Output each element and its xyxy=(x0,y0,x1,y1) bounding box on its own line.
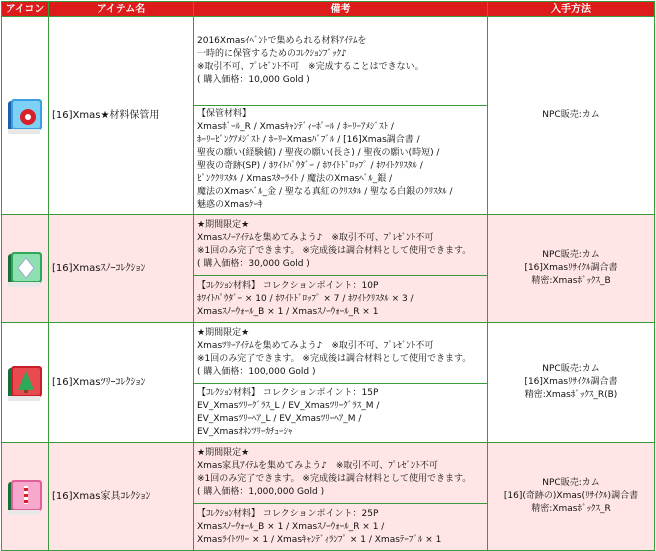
note-line: 聖夜の奇跡(SP) / ﾎﾜｲﾄﾊﾟｳﾀﾞｰ / ﾎﾜｲﾄﾄﾞﾛｯﾌﾟ / ﾎﾜｲﾄｸﾘｽﾀﾙ / xyxy=(197,161,423,171)
icon-cell xyxy=(2,215,49,323)
method-line: NPC販売:カム xyxy=(542,250,600,260)
note-line: 【ｺﾚｸｼｮﾝ材料】 コレクションポイント：10P xyxy=(197,280,379,291)
method-line: 精密:Xmasﾎﾞｯｸｽ_R(B) xyxy=(524,390,618,400)
note-line: ※1回のみ完了できます。 ※完成後は調合材料として使用できます。 xyxy=(197,354,472,364)
note-line: EV_Xmasｵﾈﾝﾂﾘｰｶﾁｭｰｼｬ xyxy=(197,427,293,437)
note-line: Xmasｽﾉｰｳｫｰﾙ_B × 1 / Xmasｽﾉｰｳｫｰﾙ_R × 1 xyxy=(197,306,379,317)
note-materials xyxy=(194,504,488,551)
note-line: Xmasﾎﾞｰﾙ_R / Xmasｷｬﾝﾃﾞｨｰﾎﾟｰﾙ / ﾎｰﾘｰｱﾒｼﾞｽﾄ / xyxy=(197,122,394,132)
acquisition-method xyxy=(488,323,655,443)
note-line: 【ｺﾚｸｼｮﾝ材料】 コレクションポイント：15P xyxy=(197,388,379,398)
note-line: ※取引不可、ﾌﾟﾚｾﾞﾝﾄ不可 ※完成することはできない。 xyxy=(197,62,424,72)
red-book-ornament-icon xyxy=(4,95,46,137)
green-book-crystal-icon xyxy=(4,248,46,290)
method-line: NPC販売:カム xyxy=(542,110,600,120)
note-line: ( 購入価格：100,000 Gold ) xyxy=(197,367,316,377)
note-line: 聖夜の願い(経験値) / 聖夜の願い(長さ) / 聖夜の願い(時短) / xyxy=(197,148,440,158)
icon-cell xyxy=(2,443,49,551)
item-table xyxy=(1,1,655,551)
note-line: ★期間限定★ xyxy=(197,220,250,230)
pink-book-candy-icon xyxy=(4,476,46,518)
note-line: ( 購入価格：10,000 Gold ) xyxy=(197,75,310,85)
red-book-tree-icon xyxy=(4,362,46,404)
note-line: 一時的に保管するためのｺﾚｸｼｮﾝﾌﾞｯｸ♪ xyxy=(197,49,347,59)
note-materials xyxy=(194,384,488,443)
header-acquisition: 入手方法 xyxy=(488,2,655,17)
note-line: ﾎｰﾘｰﾋﾟﾝｸｱﾒｼﾞｽﾄ / ﾎｰﾘｰXmasﾊﾞﾌﾞﾙ / [16]Xmas調合書 / xyxy=(197,135,420,145)
header-icon: アイコン xyxy=(2,2,49,17)
method-line: [16]Xmasﾘｻｲｸﾙ調合書 xyxy=(524,377,618,387)
header-notes: 備考 xyxy=(194,2,488,17)
note-description xyxy=(194,17,488,106)
note-description xyxy=(194,323,488,384)
table-row xyxy=(2,443,655,504)
method-line: NPC販売:カム xyxy=(542,364,600,374)
note-line: ( 購入価格：1,000,000 Gold ) xyxy=(197,487,325,497)
note-line: Xmasﾂﾘｰｱｲﾃﾑを集めてみよう♪ ※取引不可、ﾌﾟﾚｾﾞﾝﾄ不可 xyxy=(197,341,434,351)
table-row xyxy=(2,323,655,384)
acquisition-method xyxy=(488,443,655,551)
note-line: Xmasｽﾉｰｳｫｰﾙ_B × 1 / Xmasｽﾉｰｳｫｰﾙ_R × 1 / xyxy=(197,521,385,532)
note-line: ★期間限定★ xyxy=(197,448,250,458)
acquisition-method xyxy=(488,17,655,215)
table-row xyxy=(2,215,655,276)
note-line: Xmasｽﾉｰｱｲﾃﾑを集めてみよう♪ ※取引不可、ﾌﾟﾚｾﾞﾝﾄ不可 xyxy=(197,233,434,243)
note-line: EV_Xmasﾂﾘｰｸﾞﾗｽ_L / EV_Xmasﾂﾘｰｸﾞﾗｽ_M / xyxy=(197,401,380,411)
method-line: NPC販売:カム xyxy=(542,478,600,488)
note-materials xyxy=(194,106,488,215)
method-line: 精密:Xmasﾎﾞｯｸｽ_B xyxy=(531,276,611,286)
method-line: [16]Xmasﾘｻｲｸﾙ調合書 xyxy=(524,263,618,273)
item-name: [16]Xmas★材料保管用 xyxy=(49,17,194,215)
item-name: [16]Xmas家具ｺﾚｸｼｮﾝ xyxy=(49,443,194,551)
note-materials xyxy=(194,276,488,323)
note-line: EV_Xmasﾂﾘｰﾍｱ_L / EV_Xmasﾂﾘｰﾍｱ_M / xyxy=(197,414,362,424)
note-line: Xmas家具ｱｲﾃﾑを集めてみよう♪ ※取引不可、ﾌﾟﾚｾﾞﾝﾄ不可 xyxy=(197,461,438,471)
icon-cell xyxy=(2,17,49,215)
note-line: 魔法のXmasﾍﾞﾙ_金 / 聖なる真紅のｸﾘｽﾀﾙ / 聖なる白銀のｸﾘｽﾀﾙ / xyxy=(197,187,453,197)
note-line: ★期間限定★ xyxy=(197,328,250,338)
note-line: 2016Xmasｲﾍﾞﾝﾄで集められる材料ｱｲﾃﾑを xyxy=(197,36,367,46)
icon-cell xyxy=(2,323,49,443)
note-line: ※1回のみ完了できます。 ※完成後は調合材料として使用できます。 xyxy=(197,474,472,484)
note-line: ( 購入価格：30,000 Gold ) xyxy=(197,259,310,269)
table-row xyxy=(2,17,655,106)
note-line: Xmasﾗｲﾄﾂﾘｰ × 1 / Xmasｷｬﾝﾃﾞｨﾗﾝﾌﾟ × 1 / Xmasﾃｰﾌﾞﾙ × 1 xyxy=(197,534,442,545)
note-line: ﾎﾜｲﾄﾊﾟｳﾀﾞｰ × 10 / ﾎﾜｲﾄﾄﾞﾛｯﾌﾟ × 7 / ﾎﾜｲﾄｸﾘｽﾀﾙ × 3 / xyxy=(197,293,414,304)
item-name: [16]Xmasｽﾉｰｺﾚｸｼｮﾝ xyxy=(49,215,194,323)
note-line: ※1回のみ完了できます。 ※完成後は調合材料として使用できます。 xyxy=(197,246,472,256)
note-line: ﾋﾟﾝｸｸﾘｽﾀﾙ / Xmasｽﾀｰﾗｲﾄ / 魔法のXmasﾍﾞﾙ_銀 / xyxy=(197,174,393,184)
note-line: 【保管材料】 xyxy=(197,109,252,119)
acquisition-method xyxy=(488,215,655,323)
method-line: 精密:Xmasﾎﾞｯｸｽ_R xyxy=(531,504,611,514)
note-line: 【ｺﾚｸｼｮﾝ材料】 コレクションポイント：25P xyxy=(197,508,379,519)
header-row xyxy=(2,2,655,17)
item-name: [16]Xmasﾂﾘｰｺﾚｸｼｮﾝ xyxy=(49,323,194,443)
header-item-name: アイテム名 xyxy=(49,2,194,17)
note-description xyxy=(194,443,488,504)
note-description xyxy=(194,215,488,276)
note-line: 魅惑のXmasｹｰｷ xyxy=(197,200,263,210)
method-line: [16](奇跡の)Xmas(ﾘｻｲｸﾙ)調合書 xyxy=(503,491,639,501)
